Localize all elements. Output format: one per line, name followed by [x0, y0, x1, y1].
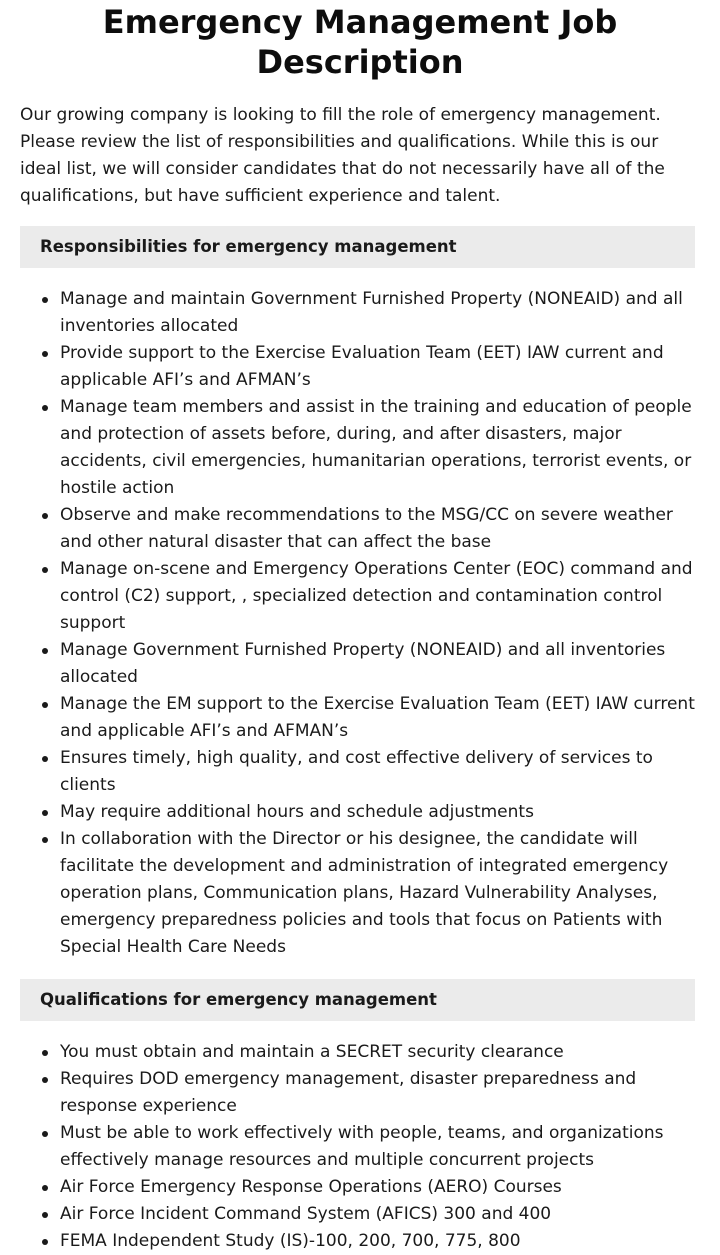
list-item: In collaboration with the Director or his designee, the candidate will facilitate the development and administration of integrated emergency operation plans, Communication plans, Hazard Vulnerability Analyses, emergency preparedness policies and tools that focus on Patients with Special Health Care Needs: [60, 826, 695, 961]
responsibilities-list: [0, 286, 695, 961]
list-item: Manage Government Furnished Property (NONEAID) and all inventories allocated: [60, 637, 695, 691]
qualifications-heading: Qualifications for emergency management: [20, 979, 695, 1021]
list-item: Manage the EM support to the Exercise Evaluation Team (EET) IAW current and applicable AFI’s and AFMAN’s: [60, 691, 695, 745]
responsibilities-heading: Responsibilities for emergency management: [20, 226, 695, 268]
list-item: You must obtain and maintain a SECRET security clearance: [60, 1039, 695, 1066]
list-item: Air Force Incident Command System (AFICS) 300 and 400: [60, 1201, 695, 1228]
list-item: Ensures timely, high quality, and cost effective delivery of services to clients: [60, 745, 695, 799]
list-item: Manage team members and assist in the training and education of people and protection of assets before, during, and after disasters, major accidents, civil emergencies, humanitarian operations, terrorist events, or hostile action: [60, 394, 695, 502]
list-item: Provide support to the Exercise Evaluation Team (EET) IAW current and applicable AFI’s and AFMAN’s: [60, 340, 695, 394]
intro-paragraph: Our growing company is looking to fill the role of emergency management. Please review the list of responsibilities and qualifications. While this is our ideal list, we will consider candidates that do not necessarily have all of the qualifications, but have sufficient experience and talent.: [20, 105, 665, 206]
list-item: Air Force Emergency Response Operations (AERO) Courses: [60, 1174, 695, 1201]
page-title: Emergency Management Job Description: [102, 3, 618, 81]
list-item: Requires DOD emergency management, disaster preparedness and response experience: [60, 1066, 695, 1120]
list-item: FEMA Independent Study (IS)-100, 200, 700, 775, 800: [60, 1228, 695, 1255]
list-item: May require additional hours and schedule adjustments: [60, 799, 695, 826]
list-item: Manage on-scene and Emergency Operations Center (EOC) command and control (C2) support, , specialized detection and contamination control support: [60, 556, 695, 637]
list-item: Observe and make recommendations to the MSG/CC on severe weather and other natural disaster that can affect the base: [60, 502, 695, 556]
list-item: Must be able to work effectively with people, teams, and organizations effectively manage resources and multiple concurrent projects: [60, 1120, 695, 1174]
list-item: Manage and maintain Government Furnished Property (NONEAID) and all inventories allocated: [60, 286, 695, 340]
qualifications-list: [0, 1039, 695, 1255]
